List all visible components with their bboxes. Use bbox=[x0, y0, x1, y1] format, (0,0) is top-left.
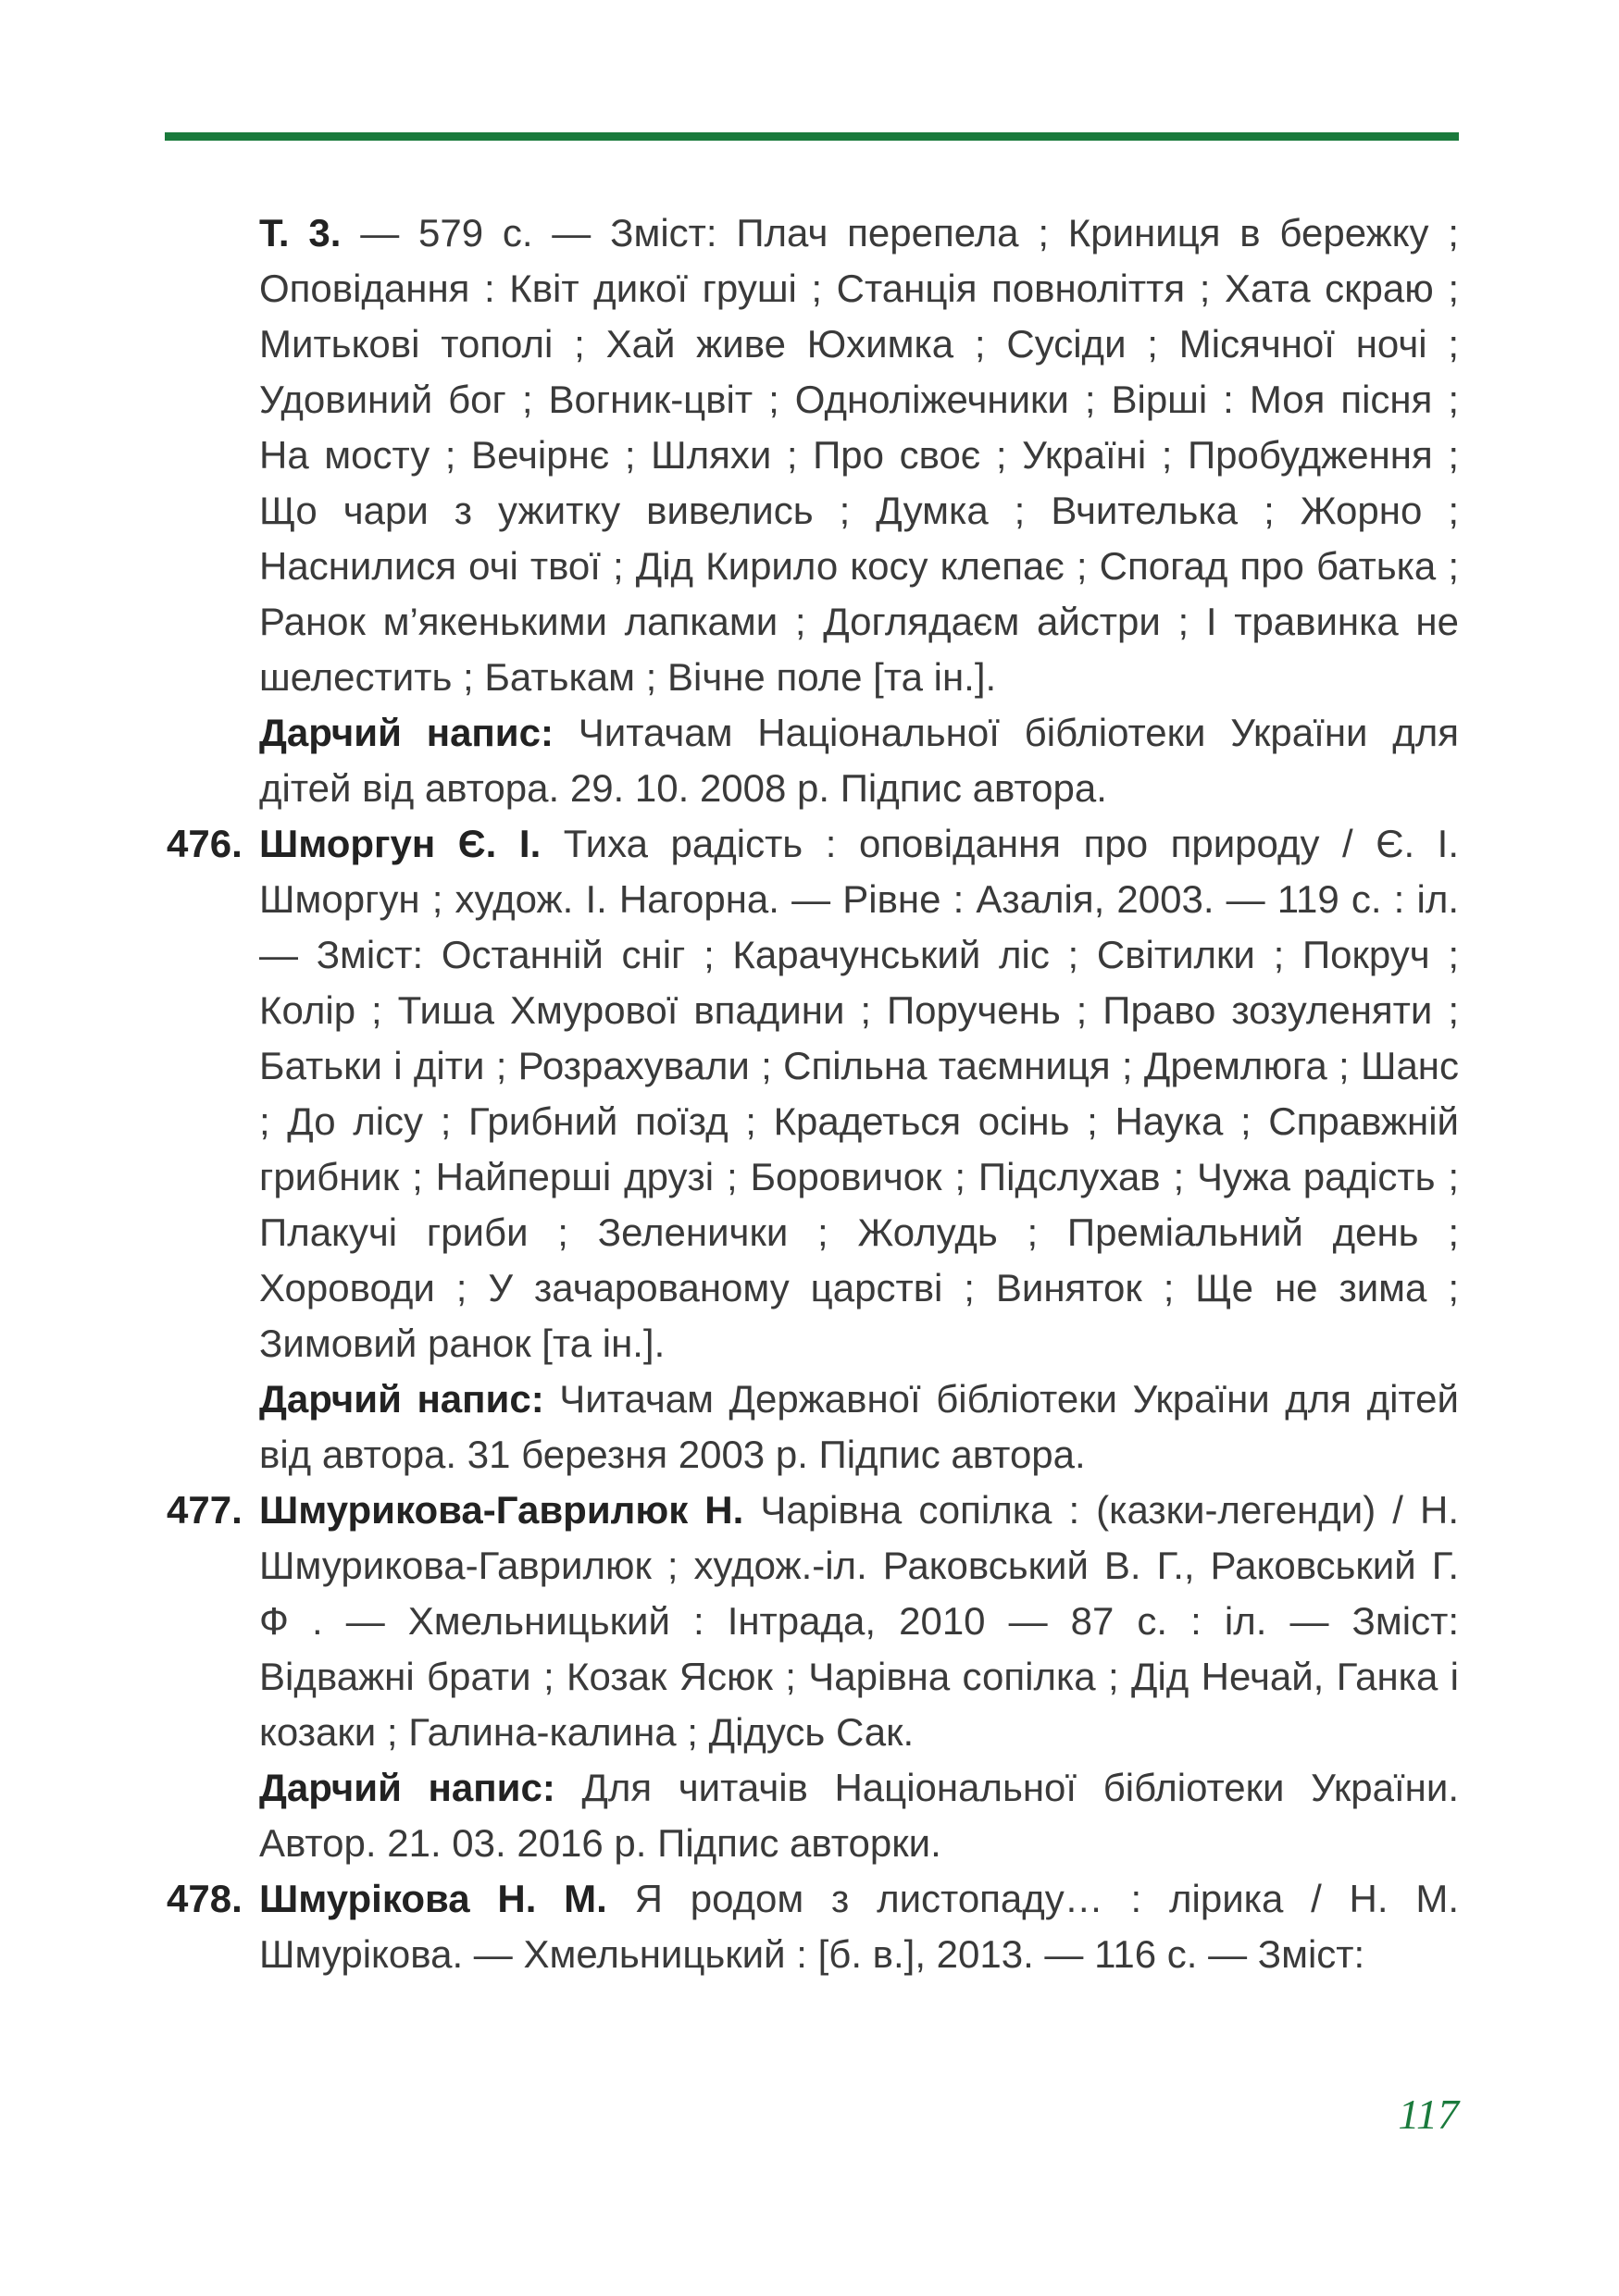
entry-body: Я родом з листопаду… : лірика / Н. М. Шмурікова. — Хмельницький : [б. в.], 2013. — 116 с. — Зміст: bbox=[259, 1877, 1459, 1976]
entry-description bbox=[259, 205, 1459, 705]
entry-head: Т. 3. bbox=[259, 211, 342, 254]
entry-body: Тиха радість : оповідання про природу / Є. І. Шморгун ; худож. І. Нагорна. — Рівне : Азалія, 2003. — 119 с. : іл. — Зміст: Останній сніг ; Карачунський ліс ; Світилки ; Покруч ; Колір ; Тиша Хмурової впадини ; Поручень ; Право зозуленяти ; Батьки і діти ; Розрахували ; Спільна таємниця ; Дремлюга ; Шанс ; До лісу ; Грибний поїзд ; Крадеться осінь ; Наука ; Справжній грибник ; Найперші друзі ; Боровичок ; Підслухав ; Чужа радість ; Плакучі гриби ; Зеленички ; Жолудь ; Преміальний день ; Хороводи ; У зачарованому царстві ; Виняток ; Ще не зима ; Зимовий ранок [та ін.]. bbox=[259, 822, 1459, 1365]
entry-inscription bbox=[259, 1371, 1459, 1483]
inscription-label: Дарчий напис: bbox=[259, 1766, 555, 1809]
inscription-label: Дарчий напис: bbox=[259, 711, 554, 754]
entry-continuation bbox=[167, 205, 1459, 816]
entry-inscription bbox=[259, 1760, 1459, 1871]
entry-number: 476. bbox=[167, 822, 243, 865]
entry-476 bbox=[167, 816, 1459, 1483]
entry-description bbox=[259, 816, 1459, 1371]
entry-body: Чарівна сопілка : (казки-легенди) / Н. Шмурикова-Гаврилюк ; худож.-іл. Раковський В. Г., Раковський Г. Ф . — Хмельницький : Інтрада, 2010 — 87 с. : іл. — Зміст: Відважні брати ; Козак Ясюк ; Чарівна сопілка ; Дід Нечай, Ганка і козаки ; Галина-калина ; Дідусь Сак. bbox=[259, 1488, 1459, 1754]
entry-description bbox=[259, 1871, 1459, 1982]
entry-477 bbox=[167, 1483, 1459, 1871]
page-content bbox=[167, 205, 1459, 1982]
entry-author: Шмурикова-Гаврилюк Н. bbox=[259, 1488, 744, 1532]
inscription-text: Для читачів Національної бібліотеки України. Автор. 21. 03. 2016 р. Підпис авторки. bbox=[259, 1766, 1460, 1865]
entry-description bbox=[259, 1483, 1459, 1760]
entry-body: — 579 с. — Зміст: Плач перепела ; Криниця в бережку ; Оповідання : Квіт дикої груші ; Станція повноліття ; Хата скраю ; Митькові тополі ; Хай живе Юхимка ; Сусіди ; Місячної ночі ; Удовиний бог ; Вогник-цвіт ; Одноліжечники ; Вірші : Моя пісня ; На мосту ; Вечірнє ; Шляхи ; Про своє ; Україні ; Пробудження ; Що чари з ужитку вивелись ; Думка ; Вчителька ; Жорно ; Наснилися очі твої ; Дід Кирило косу клепає ; Спогад про батька ; Ранок м’якенькими лапками ; Доглядаєм айстри ; І травинка не шелестить ; Батькам ; Вічне поле [та ін.]. bbox=[259, 211, 1459, 699]
inscription-label: Дарчий напис: bbox=[259, 1377, 544, 1421]
page-number: 117 bbox=[1398, 2091, 1459, 2138]
entry-author: Шморгун Є. І. bbox=[259, 822, 542, 865]
inscription-text: Читачам Національної бібліотеки України для дітей від автора. 29. 10. 2008 р. Підпис автора. bbox=[259, 711, 1460, 810]
entry-number: 477. bbox=[167, 1488, 243, 1532]
entry-number: 478. bbox=[167, 1877, 243, 1920]
top-green-rule bbox=[165, 132, 1459, 141]
inscription-text: Читачам Державної бібліотеки України для дітей від автора. 31 березня 2003 р. Підпис автора. bbox=[259, 1377, 1459, 1476]
entry-author: Шмурікова Н. М. bbox=[259, 1877, 607, 1920]
entry-inscription bbox=[259, 705, 1459, 816]
entry-478 bbox=[167, 1871, 1459, 1982]
